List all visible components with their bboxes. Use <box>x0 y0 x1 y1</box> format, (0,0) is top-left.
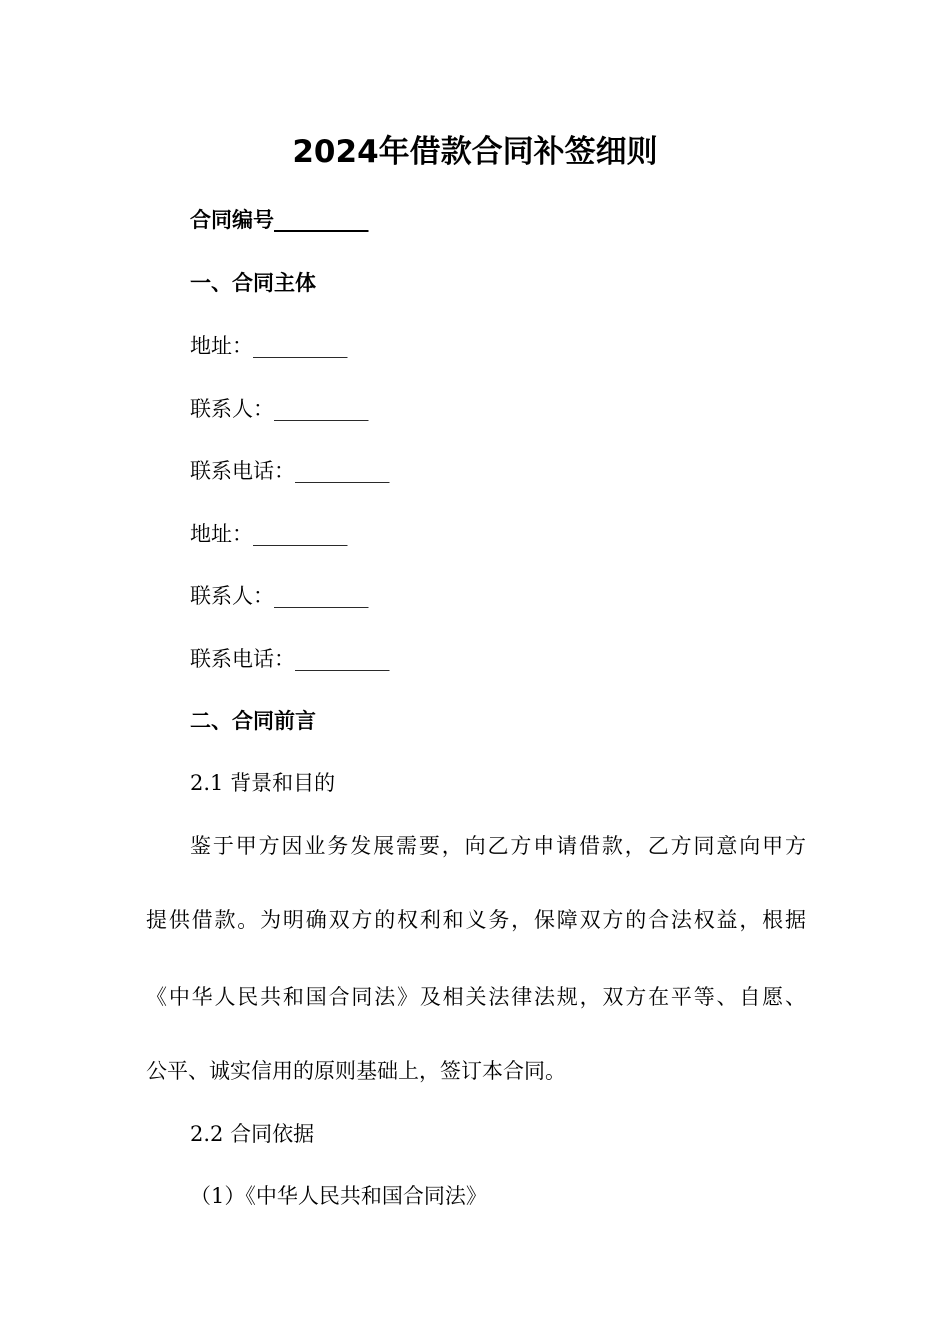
paragraph-line: 鉴于甲方因业务发展需要，向乙方申请借款，乙方同意向甲方 <box>190 834 806 858</box>
contract-number-label: 合同编号 <box>190 208 274 232</box>
field-label: 联系电话： <box>190 459 295 483</box>
subsection-2-2-heading: 2.2 合同依据 <box>190 1122 315 1146</box>
paragraph-line: 《中华人民共和国合同法》及相关法律法规，双方在平等、自愿、 <box>146 985 806 1009</box>
field-blank: _________ <box>253 522 348 546</box>
paragraph-line: 公平、诚实信用的原则基础上，签订本合同。 <box>146 1059 566 1083</box>
field-blank: _________ <box>295 459 390 483</box>
contract-number-blank: _________ <box>274 208 369 232</box>
document-title: 2024年借款合同补签细则 <box>292 134 658 170</box>
field-blank: _________ <box>295 647 390 671</box>
field-address-1 <box>190 332 348 360</box>
field-label: 地址： <box>190 334 253 358</box>
contract-number-line <box>190 206 369 234</box>
field-blank: _________ <box>274 584 369 608</box>
field-contact-1 <box>190 395 369 423</box>
list-item: （1）《中华人民共和国合同法》 <box>190 1184 487 1208</box>
section-1-heading: 一、合同主体 <box>190 271 316 295</box>
field-label: 联系人： <box>190 397 274 421</box>
field-blank: _________ <box>274 397 369 421</box>
section-2-heading: 二、合同前言 <box>190 709 316 733</box>
field-phone-1 <box>190 457 390 485</box>
field-address-2 <box>190 520 348 548</box>
subsection-2-1-heading: 2.1 背景和目的 <box>190 771 336 795</box>
paragraph-line: 提供借款。为明确双方的权利和义务，保障双方的合法权益，根据 <box>146 908 806 932</box>
field-phone-2 <box>190 645 390 673</box>
field-label: 地址： <box>190 522 253 546</box>
field-blank: _________ <box>253 334 348 358</box>
field-label: 联系人： <box>190 584 274 608</box>
field-label: 联系电话： <box>190 647 295 671</box>
field-contact-2 <box>190 582 369 610</box>
